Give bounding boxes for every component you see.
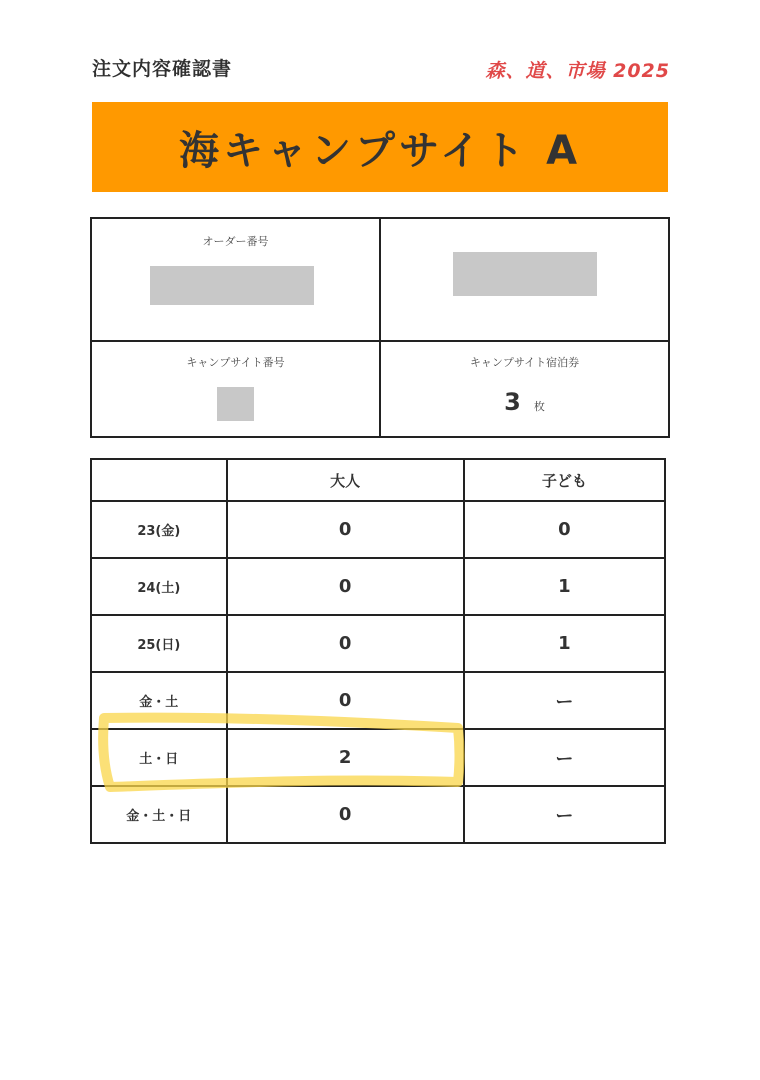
child-count: 1 (464, 615, 665, 672)
event-logo: 森、道、市場 2025 (485, 60, 670, 82)
child-count: 0 (464, 501, 665, 558)
header-child: 子ども (464, 459, 665, 501)
adult-count: 0 (227, 672, 464, 729)
row-label: 25(日) (91, 615, 227, 672)
attendee-table (90, 458, 666, 844)
ticket-label: キャンプサイト宿泊券 (469, 356, 580, 369)
site-number-label: キャンプサイト番号 (186, 356, 285, 369)
row-label: 金・土・日 (91, 786, 227, 843)
table-row (91, 672, 665, 729)
document-title: 注文内容確認書 (92, 58, 233, 80)
order-info-box (90, 217, 670, 438)
adult-count: 0 (227, 615, 464, 672)
table-row (91, 615, 665, 672)
adult-count: 0 (227, 786, 464, 843)
table-header-row (91, 459, 665, 501)
table-row (91, 558, 665, 615)
site-number-redacted (217, 387, 254, 421)
row-label: 金・土 (91, 672, 227, 729)
table-row (91, 729, 665, 786)
redacted-info-cell (381, 219, 668, 342)
table-row (91, 501, 665, 558)
table-row (91, 786, 665, 843)
child-count: ー (464, 786, 665, 843)
adult-count: 0 (227, 558, 464, 615)
order-number-label: オーダー番号 (202, 235, 269, 248)
adult-count: 2 (227, 729, 464, 786)
row-label: 24(土) (91, 558, 227, 615)
ticket-unit: 枚 (533, 400, 545, 413)
row-label: 23(金) (91, 501, 227, 558)
adult-count: 0 (227, 501, 464, 558)
child-count: ー (464, 729, 665, 786)
child-count: 1 (464, 558, 665, 615)
order-number-redacted (150, 266, 314, 305)
ticket-count: 3 (504, 388, 521, 416)
row-label: 土・日 (91, 729, 227, 786)
child-count: ー (464, 672, 665, 729)
order-number-cell (92, 219, 381, 342)
header-blank (91, 459, 227, 501)
site-number-cell (92, 342, 381, 436)
ticket-cell (381, 342, 668, 436)
info-redacted (453, 252, 597, 296)
header-adult: 大人 (227, 459, 464, 501)
site-banner (92, 102, 668, 192)
site-name: 海キャンプサイト A (178, 127, 582, 174)
